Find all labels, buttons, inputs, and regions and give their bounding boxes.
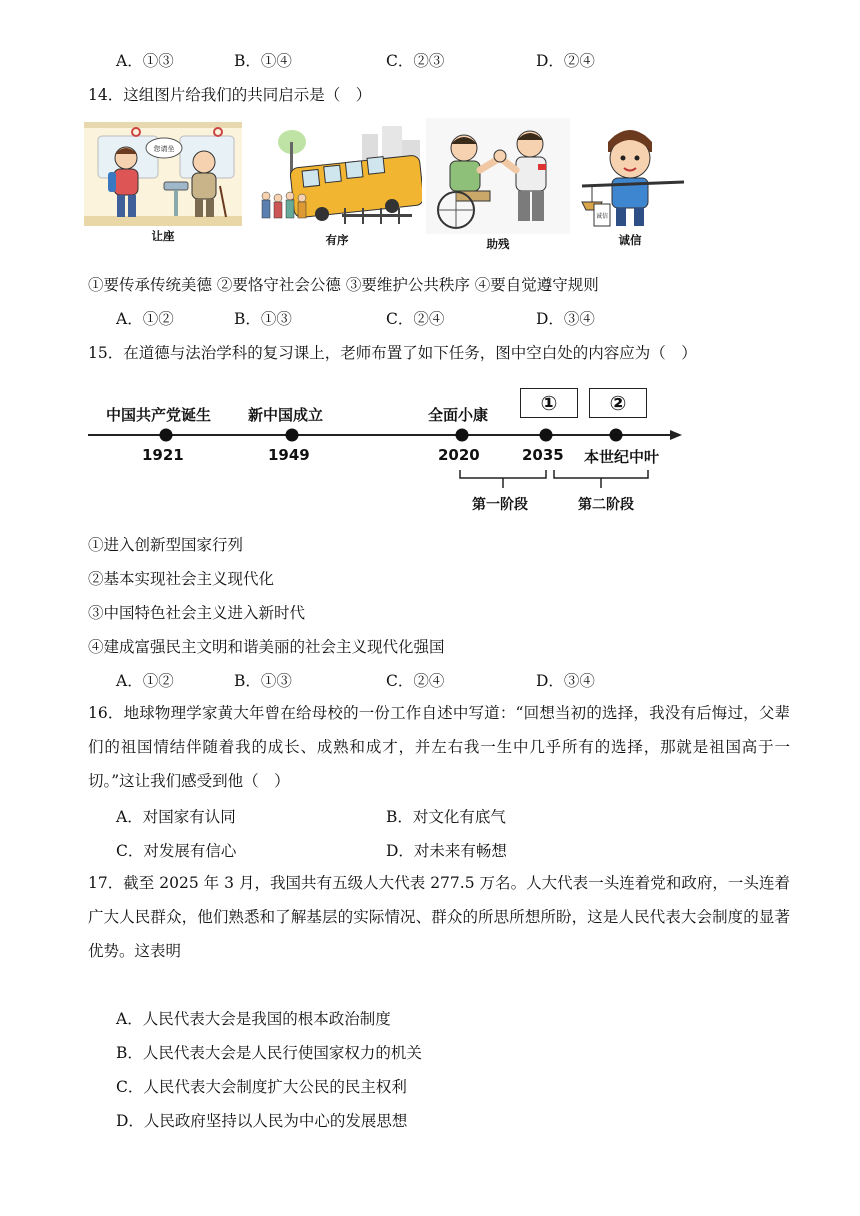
q15-option-a: A．①② (116, 672, 174, 690)
q14-picture-strip (84, 118, 694, 258)
q16-option-c: C．对发展有信心 (116, 842, 237, 860)
help-disabled-illustration (426, 118, 570, 234)
timeline-dot-mid-century (610, 429, 623, 442)
q16-options-row-1 (116, 806, 756, 828)
q16-options-row-2 (116, 840, 756, 862)
q14-image-help-disabled (426, 118, 570, 252)
q15-statement-4: ④建成富强民主文明和谐美丽的社会主义现代化强国 (88, 638, 445, 656)
q14-caption-1: 让座 (151, 229, 175, 243)
stage1-bracket (460, 470, 546, 478)
q14-option-b: B．①③ (234, 310, 292, 328)
q16-stem: 16．地球物理学家黄大年曾在给母校的一份工作自述中写道：“回想当初的选择，我没有后悔过，父辈们的祖国情结伴随着我的成长、成熟和成才，并左右我一生中几乎所有的选择，那就是祖国高于一切。”这让我们感受到他（ ） (88, 704, 790, 790)
stage2-bracket (554, 470, 648, 478)
timeline-year-1949: 1949 (268, 446, 310, 464)
q15-statement-1: ①进入创新型国家行列 (88, 536, 244, 554)
timeline-event-2020: 全面小康 (428, 406, 489, 424)
bubble-text: 您请坐 (153, 145, 175, 153)
q14-caption-2: 有序 (325, 233, 349, 247)
timeline-blank-box-2: ② (589, 388, 647, 418)
q15-option-d: D．③④ (536, 672, 595, 690)
timeline-dot-1921 (160, 429, 173, 442)
q14-image-offer-seat (84, 122, 242, 244)
q13-option-a: A．①③ (116, 52, 174, 70)
timeline-year-1921: 1921 (142, 446, 184, 464)
q13-option-b: B．①④ (234, 52, 292, 70)
timeline-arrow-icon (670, 430, 682, 440)
timeline-dot-2020 (456, 429, 469, 442)
q14-image-orderly (252, 122, 422, 248)
q13-options (116, 50, 756, 72)
q15-option-c: C．②④ (386, 672, 445, 690)
timeline-year-2020: 2020 (438, 446, 480, 464)
q15-option-b: B．①③ (234, 672, 292, 690)
timeline-dot-1949 (286, 429, 299, 442)
q14-caption-4: 诚信 (618, 233, 642, 247)
q17-option-d: D．人民政府坚持以人民为中心的发展思想 (116, 1112, 408, 1130)
honesty-sign-text: 诚信 (595, 213, 609, 220)
timeline-year-2035: 2035 (522, 446, 564, 464)
q15-timeline (84, 384, 694, 524)
q15-stem: 15．在道德与法治学科的复习课上，老师布置了如下任务，图中空白处的内容应为（ ） (88, 344, 697, 362)
q15-statement-3: ③中国特色社会主义进入新时代 (88, 604, 306, 622)
timeline-year-mid-century: 本世纪中叶 (584, 448, 660, 466)
q17-stem: 17．截至 2025 年 3 月，我国共有五级人大代表 277.5 万名。人大代表一头连着党和政府，一头连着广大人民群众，他们熟悉和了解基层的实际情况、群众的所思所想所盼，这是人民代表大会制度的显著优势。这表明 (88, 874, 790, 960)
q17-option-a: A．人民代表大会是我国的根本政治制度 (116, 1010, 391, 1028)
q17-option-b: B．人民代表大会是人民行使国家权力的机关 (116, 1044, 422, 1062)
q14-stem: 14．这组图片给我们的共同启示是（ ） (88, 86, 372, 104)
q16-option-d: D．对未来有畅想 (386, 842, 507, 860)
timeline-dot-2035 (540, 429, 553, 442)
q14-statements: ①要传承传统美德 ②要恪守社会公德 ③要维护公共秩序 ④要自觉遵守规则 (88, 276, 599, 294)
q14-options (116, 308, 756, 330)
q14-option-c: C．②④ (386, 310, 445, 328)
timeline-event-1949: 新中国成立 (248, 406, 324, 424)
q13-option-d: D．②④ (536, 52, 595, 70)
offer-seat-illustration (84, 122, 242, 226)
q13-option-c: C．②③ (386, 52, 445, 70)
q16-option-a: A．对国家有认同 (116, 808, 236, 826)
q14-option-a: A．①② (116, 310, 174, 328)
q14-image-honesty (574, 120, 686, 248)
q17-option-c: C．人民代表大会制度扩大公民的民主权利 (116, 1078, 407, 1096)
q16-option-b: B．对文化有底气 (386, 808, 506, 826)
timeline-stage-2: 第二阶段 (578, 497, 634, 513)
q14-option-d: D．③④ (536, 310, 595, 328)
q15-statement-2: ②基本实现社会主义现代化 (88, 570, 275, 588)
q14-caption-3: 助残 (486, 237, 510, 251)
timeline-blank-box-1: ① (520, 388, 578, 418)
orderly-queue-illustration (252, 122, 422, 230)
timeline-stage-1: 第一阶段 (472, 497, 528, 513)
honesty-illustration (574, 120, 686, 230)
q15-options (116, 670, 756, 692)
timeline-event-1921: 中国共产党诞生 (106, 406, 212, 424)
